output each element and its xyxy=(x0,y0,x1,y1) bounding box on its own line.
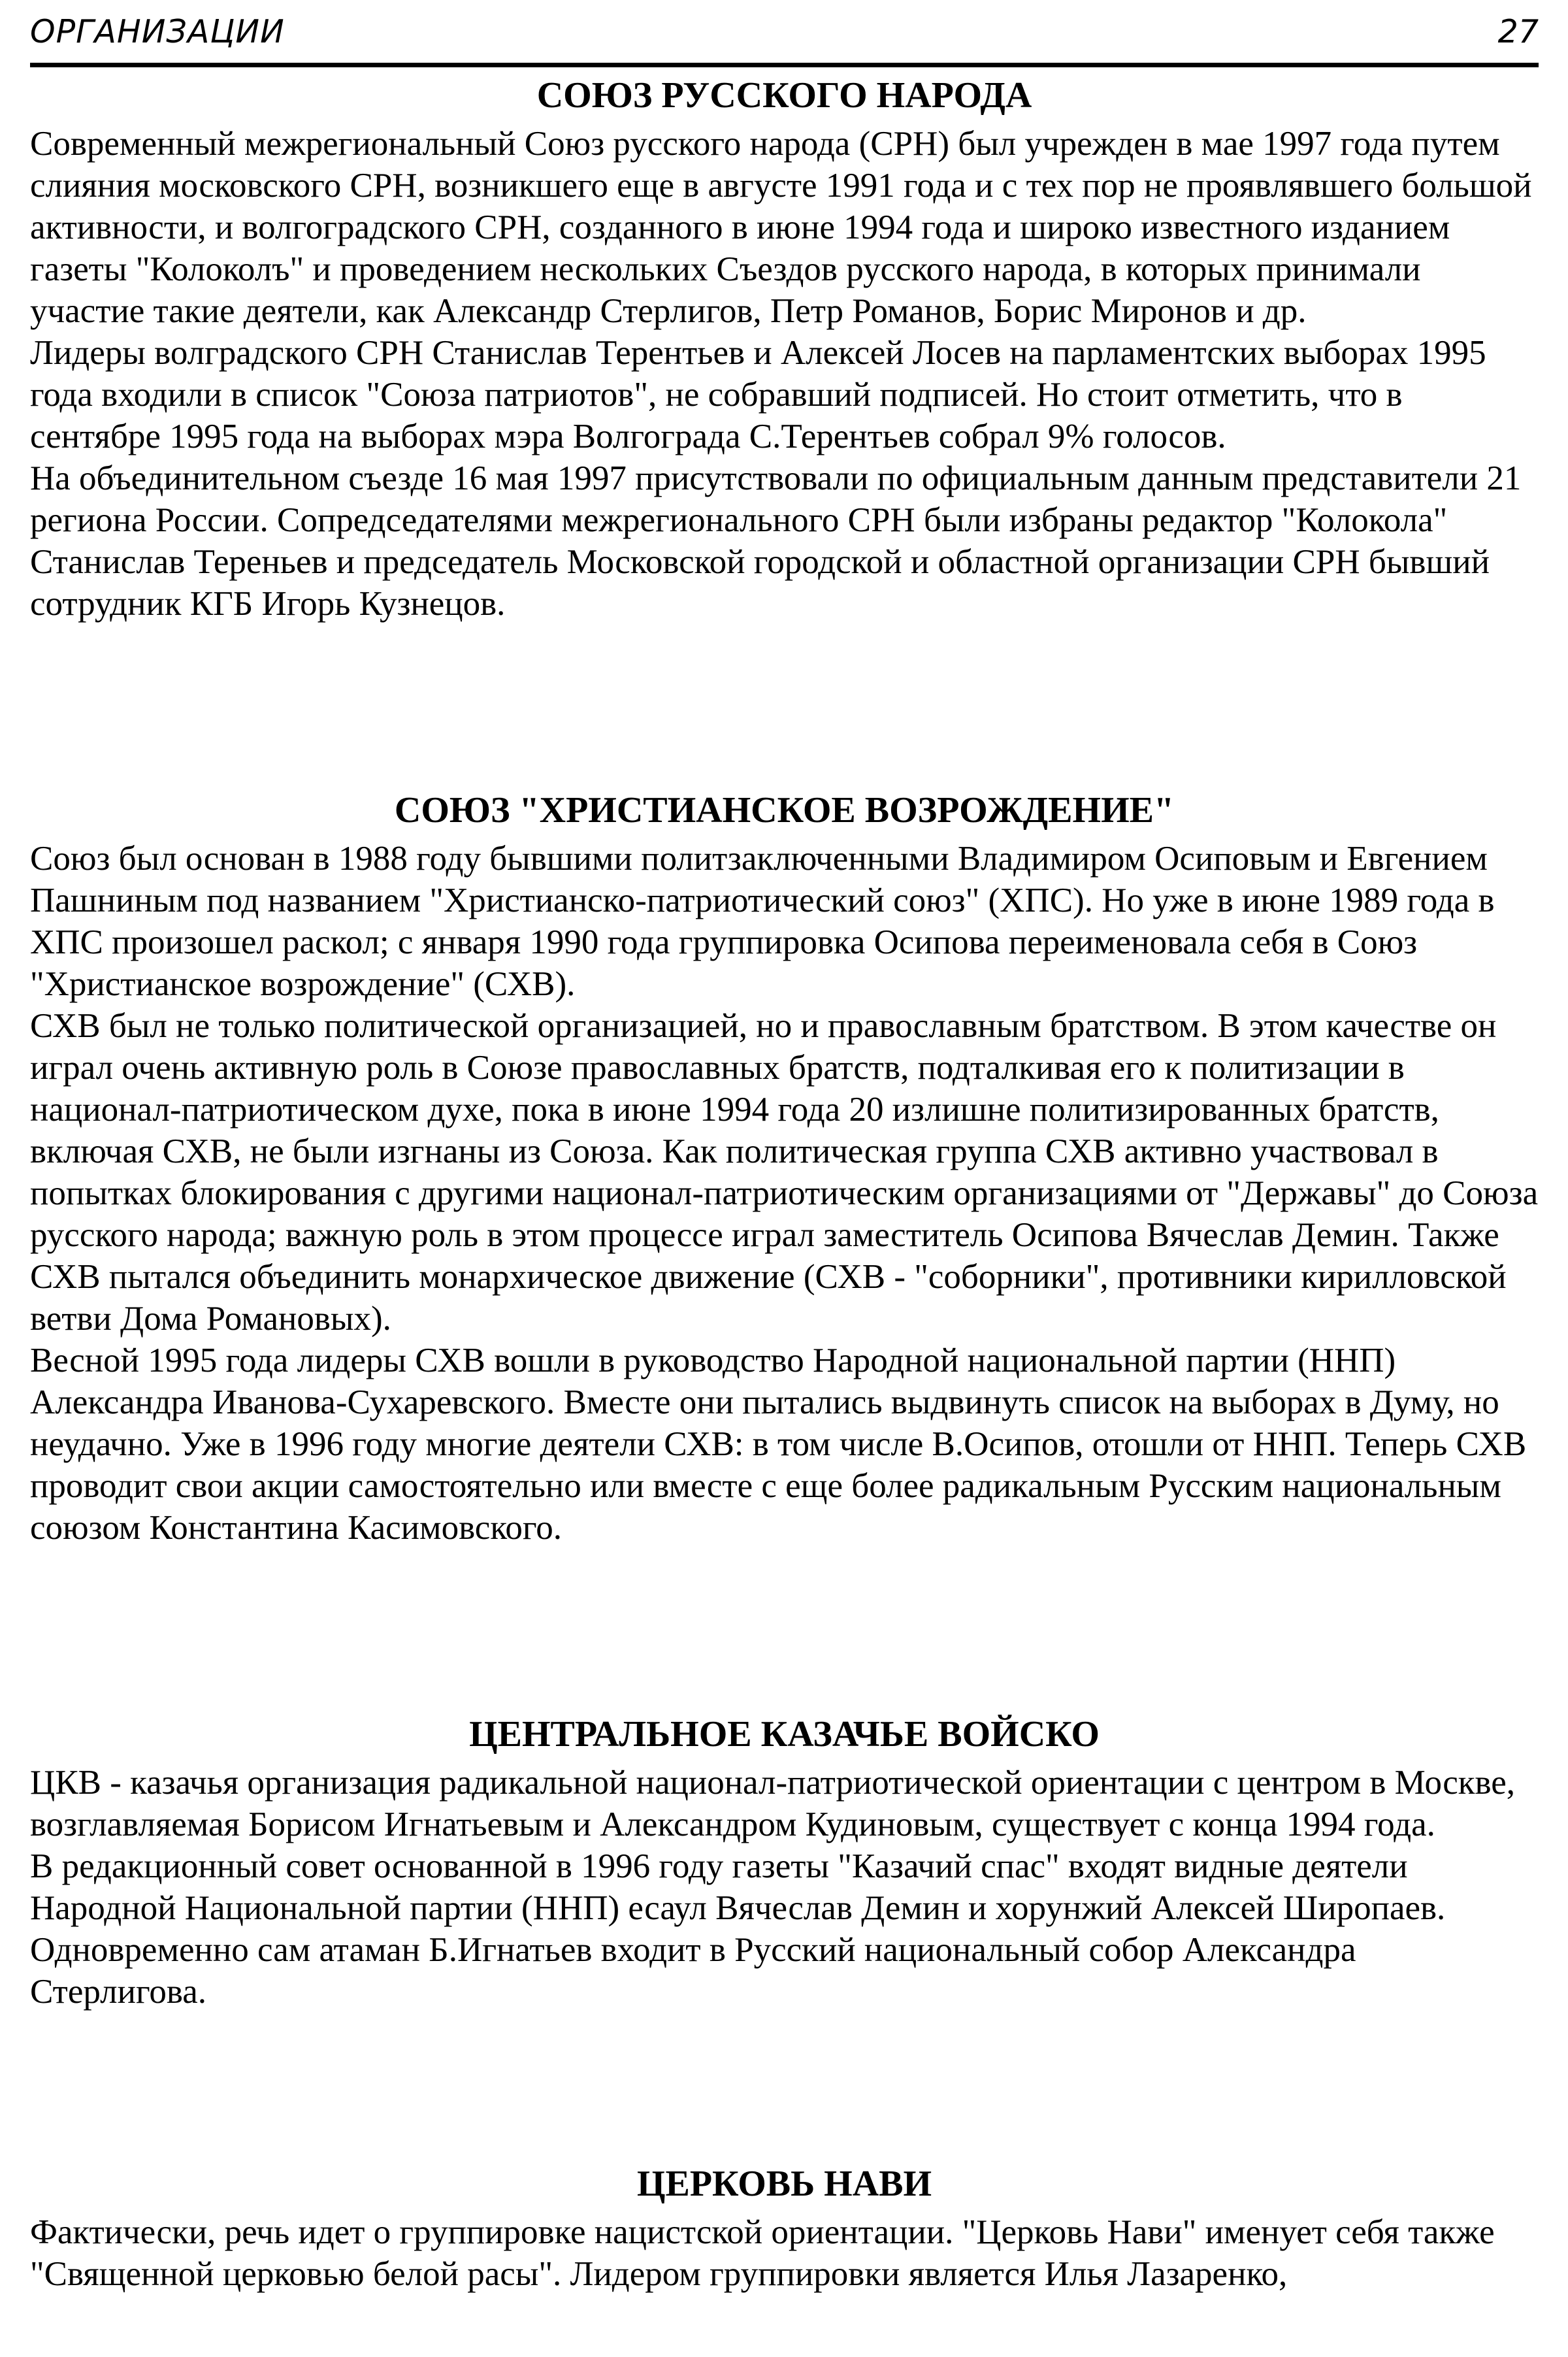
section-title: ЦЕНТРАЛЬНОЕ КАЗАЧЬЕ ВОЙСКО xyxy=(469,1714,1100,1755)
paragraph: На объединительном съезде 16 мая 1997 присутствовали по официальным данным представители 21 региона России. Сопредседателями межрегионального СРН были избраны редактор "Колокола" Станислав Тереньев и председатель Московской городской и областной организации СРН бывший сотрудник КГБ Игорь Кузнецов. xyxy=(30,459,1522,623)
paragraph: ЦКВ - казачья организация радикальной национал-патриотической ориентации с центром в Москве, возглавляемая Борисом Игнатьевым и Александром Кудиновым, существует с конца 1994 года. xyxy=(30,1764,1516,1843)
paragraph: Фактически, речь идет о группировке нацистской ориентации. "Церковь Нави" именует себя также "Священной церковью белой расы". Лидером группировки является Илья Лазаренко, xyxy=(30,2213,1495,2293)
section-tsentralnoe-kazachye-voisko xyxy=(30,1707,1539,2013)
section-soyuz-khristianskoe-vozrozhdenie xyxy=(30,783,1539,1549)
section-tserkov-navi xyxy=(30,2156,1539,2295)
paragraph: В редакционный совет основанной в 1996 году газеты "Казачий спас" входят видные деятели Народной Национальной партии (ННП) есаул Вячеслав Демин и хорунжий Алексей Широпаев. Одновременно сам атаман Б.Игнатьев входит в Русский национальный собор Александра Стерлигова. xyxy=(30,1847,1446,2011)
paragraph: Современный межрегиональный Союз русского народа (СРН) был учрежден в мае 1997 года путем слияния московского СРН, возникшего еще в августе 1991 года и с тех пор не проявлявшего большой активности, и волгоградского СРН, созданного в июне 1994 года и широко известного изданием газеты "Колоколъ" и проведением нескольких Съездов русского народа, в которых принимали участие такие деятели, как Александр Стерлигов, Петр Романов, Борис Миронов и др. xyxy=(30,125,1532,330)
section-title: СОЮЗ "ХРИСТИАНСКОЕ ВОЗРОЖДЕНИЕ" xyxy=(394,790,1175,831)
paragraph: Весной 1995 года лидеры СХВ вошли в руководство Народной национальной партии (ННП) Александра Иванова-Сухаревского. Вместе они пытались выдвинуть список на выборах в Думу, но неудачно. Уже в 1996 году многие деятели СХВ: в том числе В.Осипов, отошли от ННП. Теперь СХВ проводит свои акции самостоятельно или вместе с еще более радикальным Русским национальным союзом Константина Касимовского. xyxy=(30,1342,1527,1547)
paragraph: Лидеры волградского СРН Станислав Терентьев и Алексей Лосев на парламентских выборах 1995 года входили в список "Союза патриотов", не собравший подписей. Но стоит отметить, что в сентябре 1995 года на выборах мэра Волгограда С.Терентьев собрал 9% голосов. xyxy=(30,334,1486,455)
paragraph: Союз был основан в 1988 году бывшими политзаключенными Владимиром Осиповым и Евгением Пашниным под названием "Христианско-патриотический союз" (ХПС). Но уже в июне 1989 года в ХПС произошел раскол; с января 1990 года группировка Осипова переименовала себя в Союз "Христианское возрождение" (СХВ). xyxy=(30,840,1495,1003)
section-title: ЦЕРКОВЬ НАВИ xyxy=(636,2164,932,2204)
running-header xyxy=(30,4,1539,67)
paragraph: СХВ был не только политической организацией, но и православным братством. В этом качестве он играл очень активную роль в Союзе православных братств, подталкивая его к политизации в национал-патриотическом духе, пока в июне 1994 года 20 излишне политизированных братств, включая СХВ, не были изгнаны из Союза. Как политическая группа СХВ активно участвовал в попытках блокирования с другими национал-патриотическим организациями от "Державы" до Союза русского народа; важную роль в этом процессе играл заместитель Осипова Вячеслав Демин. Также СХВ пытался объединить монархическое движение (СХВ - "соборники", противники кирилловской ветви Дома Романовых). xyxy=(30,1007,1539,1338)
section-title: СОЮЗ РУССКОГО НАРОДА xyxy=(536,75,1032,116)
section-soyuz-russkogo-naroda xyxy=(30,68,1539,625)
page-number: 27 xyxy=(1497,13,1539,50)
running-header-section-name: ОРГАНИЗАЦИИ xyxy=(30,13,285,50)
